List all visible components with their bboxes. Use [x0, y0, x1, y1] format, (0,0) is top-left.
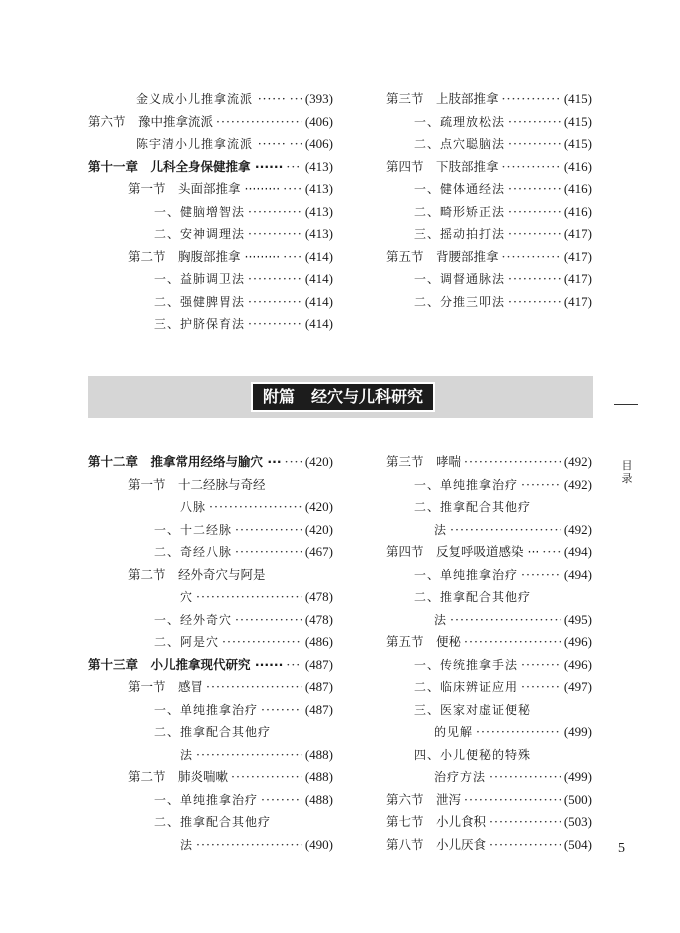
toc-entry[interactable]	[386, 789, 592, 812]
toc-leader-dots	[521, 654, 561, 677]
toc-entry[interactable]	[88, 744, 333, 767]
toc-entry-title: 二、强健脾胃法	[154, 294, 246, 309]
toc-entry-title: 第七节 小儿食积	[386, 814, 487, 829]
toc-entry-title: 第一节 感冒	[128, 679, 204, 694]
toc-entry-title: 第八节 小儿厌食	[386, 836, 487, 852]
toc-column-bottom-right	[386, 451, 592, 856]
toc-leader-dots	[283, 246, 302, 269]
toc-leader-dots	[450, 519, 561, 542]
toc-entry[interactable]	[88, 223, 333, 246]
toc-column-top-right	[386, 88, 592, 313]
toc-entry[interactable]	[88, 111, 333, 134]
toc-leader-dots	[502, 88, 561, 111]
toc-entry[interactable]	[386, 133, 592, 156]
toc-leader-dots	[231, 766, 302, 789]
toc-entry-title: 法	[180, 747, 194, 762]
toc-leader-dots	[508, 223, 561, 246]
page-number: 5	[618, 841, 625, 856]
toc-entry[interactable]	[386, 496, 592, 519]
toc-entry[interactable]	[386, 541, 592, 564]
toc-entry[interactable]	[88, 631, 333, 654]
toc-entry-page: (420)	[304, 521, 333, 537]
toc-entry-page: (414)	[304, 316, 333, 331]
toc-entry-title: 第六节 豫中推拿流派	[88, 113, 214, 129]
toc-entry-title: 第四节 下肢部推拿	[386, 158, 499, 174]
toc-entry-page: (487)	[304, 701, 333, 717]
toc-entry-page: (415)	[563, 91, 592, 106]
toc-entry-page: (490)	[304, 836, 333, 852]
toc-entry[interactable]	[88, 519, 333, 542]
toc-entry-page: (496)	[563, 634, 592, 649]
toc-entry-page: (487)	[304, 656, 333, 672]
toc-entry[interactable]	[386, 654, 592, 677]
toc-leader-dots	[261, 789, 302, 812]
toc-leader-dots	[489, 811, 561, 834]
toc-entry-title: 一、经外奇穴	[154, 612, 233, 627]
toc-entry-title: 穴	[180, 590, 194, 604]
toc-entry-title: 第三节 上肢部推拿	[386, 91, 499, 106]
toc-entry-page: (497)	[563, 679, 592, 694]
toc-entry-title: 第二节 经外奇穴与阿是	[128, 566, 266, 582]
toc-entry-title: 第一节 头面部推拿 ·········	[128, 181, 281, 196]
toc-entry-title: 二、临床辨证应用	[414, 680, 519, 694]
toc-column-top-left	[88, 88, 333, 336]
toc-leader-dots	[248, 223, 302, 246]
toc-entry-title: 二、阿是穴	[154, 635, 220, 649]
toc-entry[interactable]	[386, 268, 592, 291]
toc-entry-page: (496)	[563, 656, 592, 672]
toc-entry-page: (487)	[304, 679, 333, 694]
toc-entry-title: 金义成小儿推拿流派 ······	[136, 92, 287, 106]
toc-entry[interactable]	[88, 178, 333, 201]
toc-entry[interactable]	[386, 519, 592, 542]
toc-entry-page: (413)	[304, 181, 333, 196]
toc-leader-dots	[290, 133, 302, 156]
toc-entry[interactable]	[88, 789, 333, 812]
toc-leader-dots	[248, 313, 302, 336]
toc-entry-title: 一、传统推拿手法	[414, 657, 519, 672]
toc-entry-page: (494)	[563, 544, 592, 559]
toc-leader-dots	[521, 564, 561, 587]
toc-leader-dots	[285, 451, 302, 474]
toc-entry-title: 一、十二经脉	[154, 522, 233, 537]
toc-entry[interactable]	[88, 156, 333, 179]
toc-entry-page: (414)	[304, 271, 333, 286]
toc-entry[interactable]	[386, 291, 592, 314]
toc-entry-title: 第十一章 儿科全身保健推拿 ······	[88, 158, 284, 174]
toc-entry-title: 第二节 胸腹部推拿 ·········	[128, 248, 281, 264]
margin-rule	[614, 404, 638, 405]
toc-leader-dots	[521, 474, 561, 497]
toc-entry-page: (499)	[563, 769, 592, 784]
toc-entry[interactable]	[88, 541, 333, 564]
toc-leader-dots	[196, 834, 302, 857]
toc-entry[interactable]	[88, 654, 333, 677]
toc-entry[interactable]	[386, 88, 592, 111]
part-banner-title: 附篇 经穴与儿科研究	[251, 382, 435, 412]
toc-entry-page: (415)	[563, 113, 592, 129]
toc-entry-page: (414)	[304, 248, 333, 264]
toc-leader-dots	[508, 268, 561, 291]
toc-leader-dots	[542, 541, 560, 564]
toc-leader-dots	[235, 541, 302, 564]
toc-entry-page: (478)	[304, 589, 333, 604]
toc-leader-dots	[464, 451, 561, 474]
toc-entry-page: (492)	[563, 476, 592, 492]
toc-entry-page: (494)	[563, 566, 592, 582]
toc-entry-page: (413)	[304, 226, 333, 241]
toc-entry[interactable]	[386, 766, 592, 789]
toc-entry-title: 的见解	[434, 725, 474, 739]
toc-leader-dots	[261, 699, 302, 722]
toc-entry-title: 八脉	[180, 500, 207, 514]
toc-entry[interactable]	[88, 721, 333, 744]
toc-entry-page: (478)	[304, 611, 333, 627]
toc-leader-dots	[464, 789, 561, 812]
toc-entry-title: 二、畸形矫正法	[414, 204, 506, 219]
toc-entry[interactable]	[88, 133, 333, 156]
toc-leader-dots	[508, 201, 561, 224]
toc-entry-page: (488)	[304, 791, 333, 807]
toc-entry[interactable]	[386, 744, 592, 767]
toc-leader-dots	[248, 291, 302, 314]
toc-entry-title: 第十三章 小儿推拿现代研究 ······	[88, 656, 284, 672]
toc-entry-title: 二、分推三叩法	[414, 294, 506, 309]
toc-entry[interactable]	[88, 451, 333, 474]
toc-entry[interactable]	[386, 811, 592, 834]
toc-leader-dots	[508, 133, 561, 156]
toc-entry-page: (416)	[563, 158, 592, 174]
toc-entry-title: 法	[434, 612, 448, 627]
toc-leader-dots	[196, 586, 302, 609]
toc-entry-title: 二、安神调理法	[154, 227, 246, 241]
toc-entry-page: (504)	[563, 836, 592, 852]
toc-leader-dots	[235, 519, 302, 542]
toc-entry-title: 一、单纯推拿治疗	[154, 792, 259, 807]
toc-entry-title: 四、小儿便秘的特殊	[414, 747, 532, 762]
toc-entry-title: 第五节 便秘	[386, 634, 462, 649]
toc-entry[interactable]	[88, 88, 333, 111]
toc-entry[interactable]	[88, 811, 333, 834]
toc-leader-dots	[508, 178, 561, 201]
toc-entry-title: 二、推拿配合其他疗	[154, 815, 272, 829]
toc-leader-dots	[502, 246, 561, 269]
toc-column-bottom-left	[88, 451, 333, 856]
toc-entry-title: 法	[180, 837, 194, 852]
side-label-contents: 目录	[621, 459, 633, 485]
toc-entry-title: 第二节 肺炎喘嗽	[128, 769, 229, 784]
toc-leader-dots	[248, 201, 302, 224]
toc-entry-title: 一、单纯推拿治疗	[414, 477, 519, 492]
toc-leader-dots	[248, 268, 302, 291]
toc-entry[interactable]	[386, 451, 592, 474]
toc-entry-page: (500)	[563, 791, 592, 807]
toc-entry-title: 一、健体通经法	[414, 182, 506, 196]
toc-entry[interactable]	[386, 111, 592, 134]
toc-leader-dots	[283, 178, 302, 201]
toc-entry-page: (499)	[563, 724, 592, 739]
toc-entry-title: 一、益肺调卫法	[154, 272, 246, 286]
toc-entry-page: (413)	[304, 203, 333, 219]
toc-entry[interactable]	[88, 564, 333, 587]
toc-entry[interactable]	[386, 178, 592, 201]
toc-leader-dots	[235, 609, 302, 632]
toc-entry-title: 三、护脐保育法	[154, 317, 246, 331]
toc-entry[interactable]	[386, 699, 592, 722]
toc-entry[interactable]	[88, 699, 333, 722]
toc-leader-dots	[206, 676, 302, 699]
toc-entry-title: 第五节 背腰部推拿	[386, 248, 499, 264]
toc-entry-page: (416)	[563, 203, 592, 219]
toc-entry-page: (415)	[563, 136, 592, 151]
part-banner	[88, 376, 593, 418]
toc-entry-page: (488)	[304, 746, 333, 762]
toc-entry[interactable]	[386, 586, 592, 609]
toc-entry-title: 二、推拿配合其他疗	[414, 590, 532, 604]
toc-entry-title: 二、奇经八脉	[154, 545, 233, 559]
toc-entry-page: (420)	[304, 454, 333, 469]
toc-entry-page: (417)	[563, 271, 592, 286]
toc-leader-dots	[222, 631, 302, 654]
toc-entry-title: 法	[434, 522, 448, 537]
toc-entry[interactable]	[386, 201, 592, 224]
toc-entry-title: 第四节 反复呼吸道感染 ···	[386, 544, 540, 559]
toc-leader-dots	[216, 111, 302, 134]
toc-entry-title: 一、调督通脉法	[414, 272, 506, 286]
toc-entry-title: 一、健脑增智法	[154, 204, 246, 219]
toc-entry[interactable]	[386, 156, 592, 179]
toc-entry[interactable]	[88, 313, 333, 336]
toc-entry-title: 三、医家对虚证便秘	[414, 702, 532, 717]
toc-entry[interactable]	[88, 766, 333, 789]
toc-entry-title: 第三节 哮喘	[386, 454, 462, 469]
toc-entry-page: (503)	[563, 814, 592, 829]
toc-leader-dots	[502, 156, 561, 179]
toc-entry-title: 一、单纯推拿治疗	[154, 702, 259, 717]
toc-entry[interactable]	[88, 496, 333, 519]
toc-entry[interactable]	[88, 609, 333, 632]
toc-leader-dots	[209, 496, 302, 519]
toc-entry[interactable]	[88, 268, 333, 291]
toc-leader-dots	[508, 111, 561, 134]
toc-entry[interactable]	[88, 291, 333, 314]
toc-entry[interactable]	[386, 631, 592, 654]
toc-entry-title: 二、推拿配合其他疗	[414, 500, 532, 514]
toc-entry-page: (417)	[563, 293, 592, 309]
toc-entry-page: (414)	[304, 293, 333, 309]
toc-entry-title: 陈宇清小儿推拿流派 ······	[136, 137, 287, 151]
toc-leader-dots	[196, 744, 302, 767]
toc-entry-title: 一、疏理放松法	[414, 114, 506, 129]
toc-entry[interactable]	[88, 586, 333, 609]
toc-leader-dots	[286, 654, 301, 677]
toc-entry-page: (467)	[304, 544, 333, 559]
toc-leader-dots	[464, 631, 561, 654]
toc-leader-dots	[508, 291, 561, 314]
toc-entry[interactable]	[386, 246, 592, 269]
toc-entry[interactable]	[386, 609, 592, 632]
toc-entry-page: (492)	[563, 454, 592, 469]
toc-entry[interactable]	[386, 564, 592, 587]
toc-entry-title: 二、推拿配合其他疗	[154, 725, 272, 739]
toc-entry-page: (486)	[304, 634, 333, 649]
toc-entry[interactable]	[88, 676, 333, 699]
toc-leader-dots	[286, 156, 301, 179]
toc-entry-title: 三、摇动拍打法	[414, 227, 506, 241]
toc-leader-dots	[489, 834, 561, 857]
toc-leader-dots	[450, 609, 561, 632]
toc-entry[interactable]	[88, 474, 333, 497]
toc-entry[interactable]	[386, 834, 592, 857]
toc-entry-page: (417)	[563, 226, 592, 241]
toc-entry-page: (417)	[563, 248, 592, 264]
toc-entry-page: (393)	[304, 91, 333, 106]
toc-entry-page: (413)	[304, 158, 333, 174]
toc-entry[interactable]	[386, 721, 592, 744]
toc-entry-page: (406)	[304, 113, 333, 129]
toc-entry-page: (488)	[304, 769, 333, 784]
toc-leader-dots	[489, 766, 561, 789]
toc-entry-page: (492)	[563, 521, 592, 537]
toc-entry[interactable]	[88, 834, 333, 857]
toc-entry-page: (406)	[304, 136, 333, 151]
toc-leader-dots	[290, 88, 302, 111]
toc-entry-title: 治疗方法	[434, 770, 487, 784]
toc-entry-title: 一、单纯推拿治疗	[414, 567, 519, 582]
toc-leader-dots	[476, 721, 561, 744]
toc-entry[interactable]	[88, 246, 333, 269]
toc-entry-title: 第六节 泄泻	[386, 791, 462, 807]
toc-entry[interactable]	[88, 201, 333, 224]
toc-entry-title: 二、点穴聪脑法	[414, 137, 506, 151]
toc-entry-page: (416)	[563, 181, 592, 196]
toc-entry-title: 第十二章 推拿常用经络与腧穴 ···	[88, 454, 282, 469]
toc-entry-page: (495)	[563, 611, 592, 627]
toc-entry[interactable]	[386, 676, 592, 699]
toc-entry[interactable]	[386, 223, 592, 246]
toc-leader-dots	[521, 676, 561, 699]
toc-entry-page: (420)	[304, 499, 333, 514]
toc-entry[interactable]	[386, 474, 592, 497]
toc-entry-title: 第一节 十二经脉与奇经	[128, 476, 266, 492]
